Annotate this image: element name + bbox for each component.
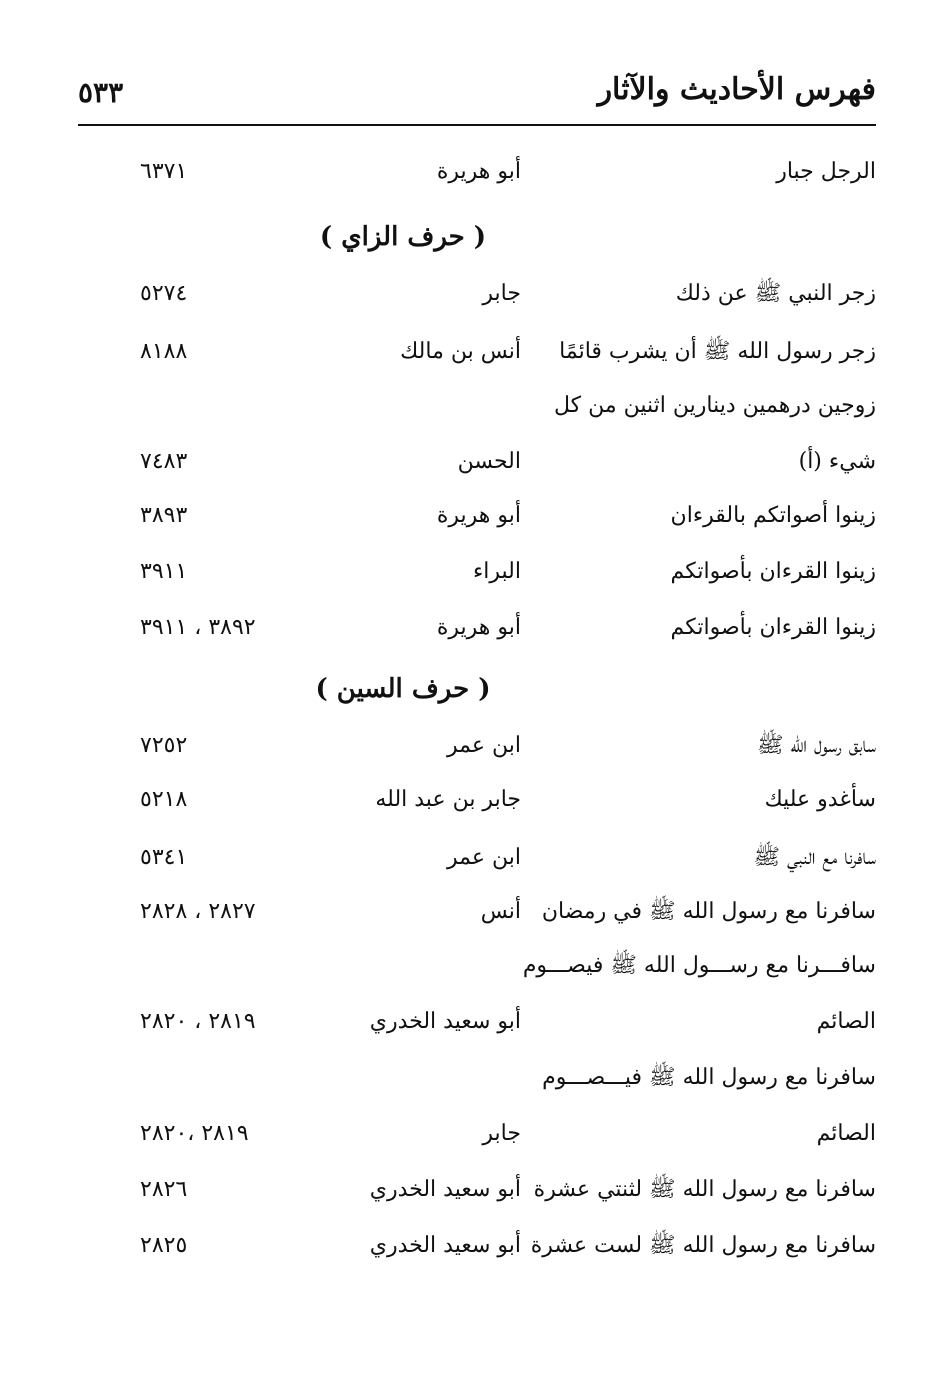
- hadith-numbers: ٢٨١٩ ، ٢٨٢٠: [140, 1009, 256, 1034]
- hadith-numbers: ٦٣٧١: [140, 159, 188, 184]
- narrator: أبو هريرة: [436, 615, 521, 640]
- index-entry: [60, 892, 876, 932]
- hadith-text: سافرنا مع رسول الله ﷺ لثنتي عشرة: [533, 1177, 876, 1202]
- index-entry: [60, 496, 876, 536]
- section-heading-text: ( حرف الزاي ): [319, 222, 487, 252]
- index-entry: [60, 1114, 876, 1154]
- index-entry: [60, 780, 876, 820]
- hadith-text: سافرنا مع رسول الله ﷺ لست عشرة: [530, 1233, 876, 1258]
- hadith-numbers: ٣٨٩٣: [140, 503, 188, 528]
- narrator: جابر بن عبد الله: [375, 787, 521, 812]
- section-heading-text: ( حرف السين ): [315, 674, 491, 704]
- hadith-text: شيء (أ): [798, 449, 876, 474]
- hadith-text: زوجين درهمين دينارين اثنين من كل: [553, 393, 876, 418]
- hadith-numbers: ٧٤٨٣: [140, 449, 188, 474]
- index-entry: [60, 442, 876, 482]
- narrator: أنس بن مالك: [400, 339, 521, 364]
- hadith-numbers: ٢٨٢٥: [140, 1233, 188, 1258]
- hadith-text: زجر رسول الله ﷺ أن يشرب قائمًا: [559, 339, 876, 364]
- hadith-text: سافرنا مع رسول الله ﷺ في رمضان: [541, 899, 876, 924]
- hadith-text: سابق رسول الله ﷺ: [756, 733, 876, 758]
- index-entry: [60, 946, 876, 986]
- section-heading: [60, 666, 876, 712]
- narrator: أبو هريرة: [436, 503, 521, 528]
- index-entry: [60, 838, 876, 878]
- hadith-text: زينوا القرءان بأصواتكم: [670, 615, 876, 640]
- hadith-numbers: ٥٢٧٤: [140, 281, 188, 306]
- narrator: أبو سعيد الخدري: [369, 1233, 521, 1258]
- hadith-text: سافـــرنا مع رســـول الله ﷺ فيصـــوم: [522, 953, 876, 978]
- narrator: ابن عمر: [447, 733, 521, 758]
- page-header: [78, 72, 876, 118]
- page-title: فهرس الأحاديث والآثار: [597, 72, 876, 107]
- hadith-text: سافرنا مع النبي ﷺ: [753, 845, 876, 870]
- index-entry: [60, 1058, 876, 1098]
- narrator: أنس: [480, 899, 521, 924]
- hadith-numbers: ٣٩١١: [140, 559, 188, 584]
- hadith-numbers: ٢٨١٩ ،٢٨٢٠: [140, 1121, 249, 1146]
- index-entry: [60, 1002, 876, 1042]
- hadith-numbers: ٣٨٩٢ ، ٣٩١١: [140, 615, 256, 640]
- narrator: ابن عمر: [447, 845, 521, 870]
- hadith-text: سأغدو عليك: [764, 787, 876, 812]
- hadith-text: زينوا أصواتكم بالقرءان: [670, 503, 876, 528]
- index-entry: [60, 386, 876, 426]
- index-entry: [60, 152, 876, 192]
- hadith-numbers: ٨١٨٨: [140, 339, 188, 364]
- hadith-numbers: ٥٣٤١: [140, 845, 188, 870]
- index-entry: [60, 1226, 876, 1266]
- index-entry: [60, 332, 876, 372]
- narrator: أبو هريرة: [436, 159, 521, 184]
- hadith-numbers: ٥٢١٨: [140, 787, 188, 812]
- narrator: الحسن: [457, 449, 521, 474]
- narrator: أبو سعيد الخدري: [369, 1177, 521, 1202]
- hadith-numbers: ٢٨٢٦: [140, 1177, 188, 1202]
- narrator: أبو سعيد الخدري: [369, 1009, 521, 1034]
- index-entry: [60, 608, 876, 648]
- hadith-numbers: ٢٨٢٧ ، ٢٨٢٨: [140, 899, 256, 924]
- section-heading: [60, 214, 876, 260]
- narrator: البراء: [472, 559, 521, 584]
- index-entry: [60, 726, 876, 766]
- hadith-text: سافرنا مع رسول الله ﷺ فيـــصـــوم: [542, 1065, 876, 1090]
- index-entry: [60, 274, 876, 314]
- narrator: جابر: [482, 1121, 521, 1146]
- hadith-text: زينوا القرءان بأصواتكم: [670, 559, 876, 584]
- index-entry: [60, 1170, 876, 1210]
- page-number: ٥٣٣: [78, 76, 124, 109]
- hadith-text: الرجل جبار: [776, 159, 876, 184]
- header-rule: [78, 124, 876, 126]
- index-entry: [60, 552, 876, 592]
- hadith-text: زجر النبي ﷺ عن ذلك: [675, 281, 876, 306]
- hadith-text: الصائم: [816, 1121, 876, 1146]
- hadith-numbers: ٧٢٥٢: [140, 733, 188, 758]
- narrator: جابر: [482, 281, 521, 306]
- hadith-text: الصائم: [816, 1009, 876, 1034]
